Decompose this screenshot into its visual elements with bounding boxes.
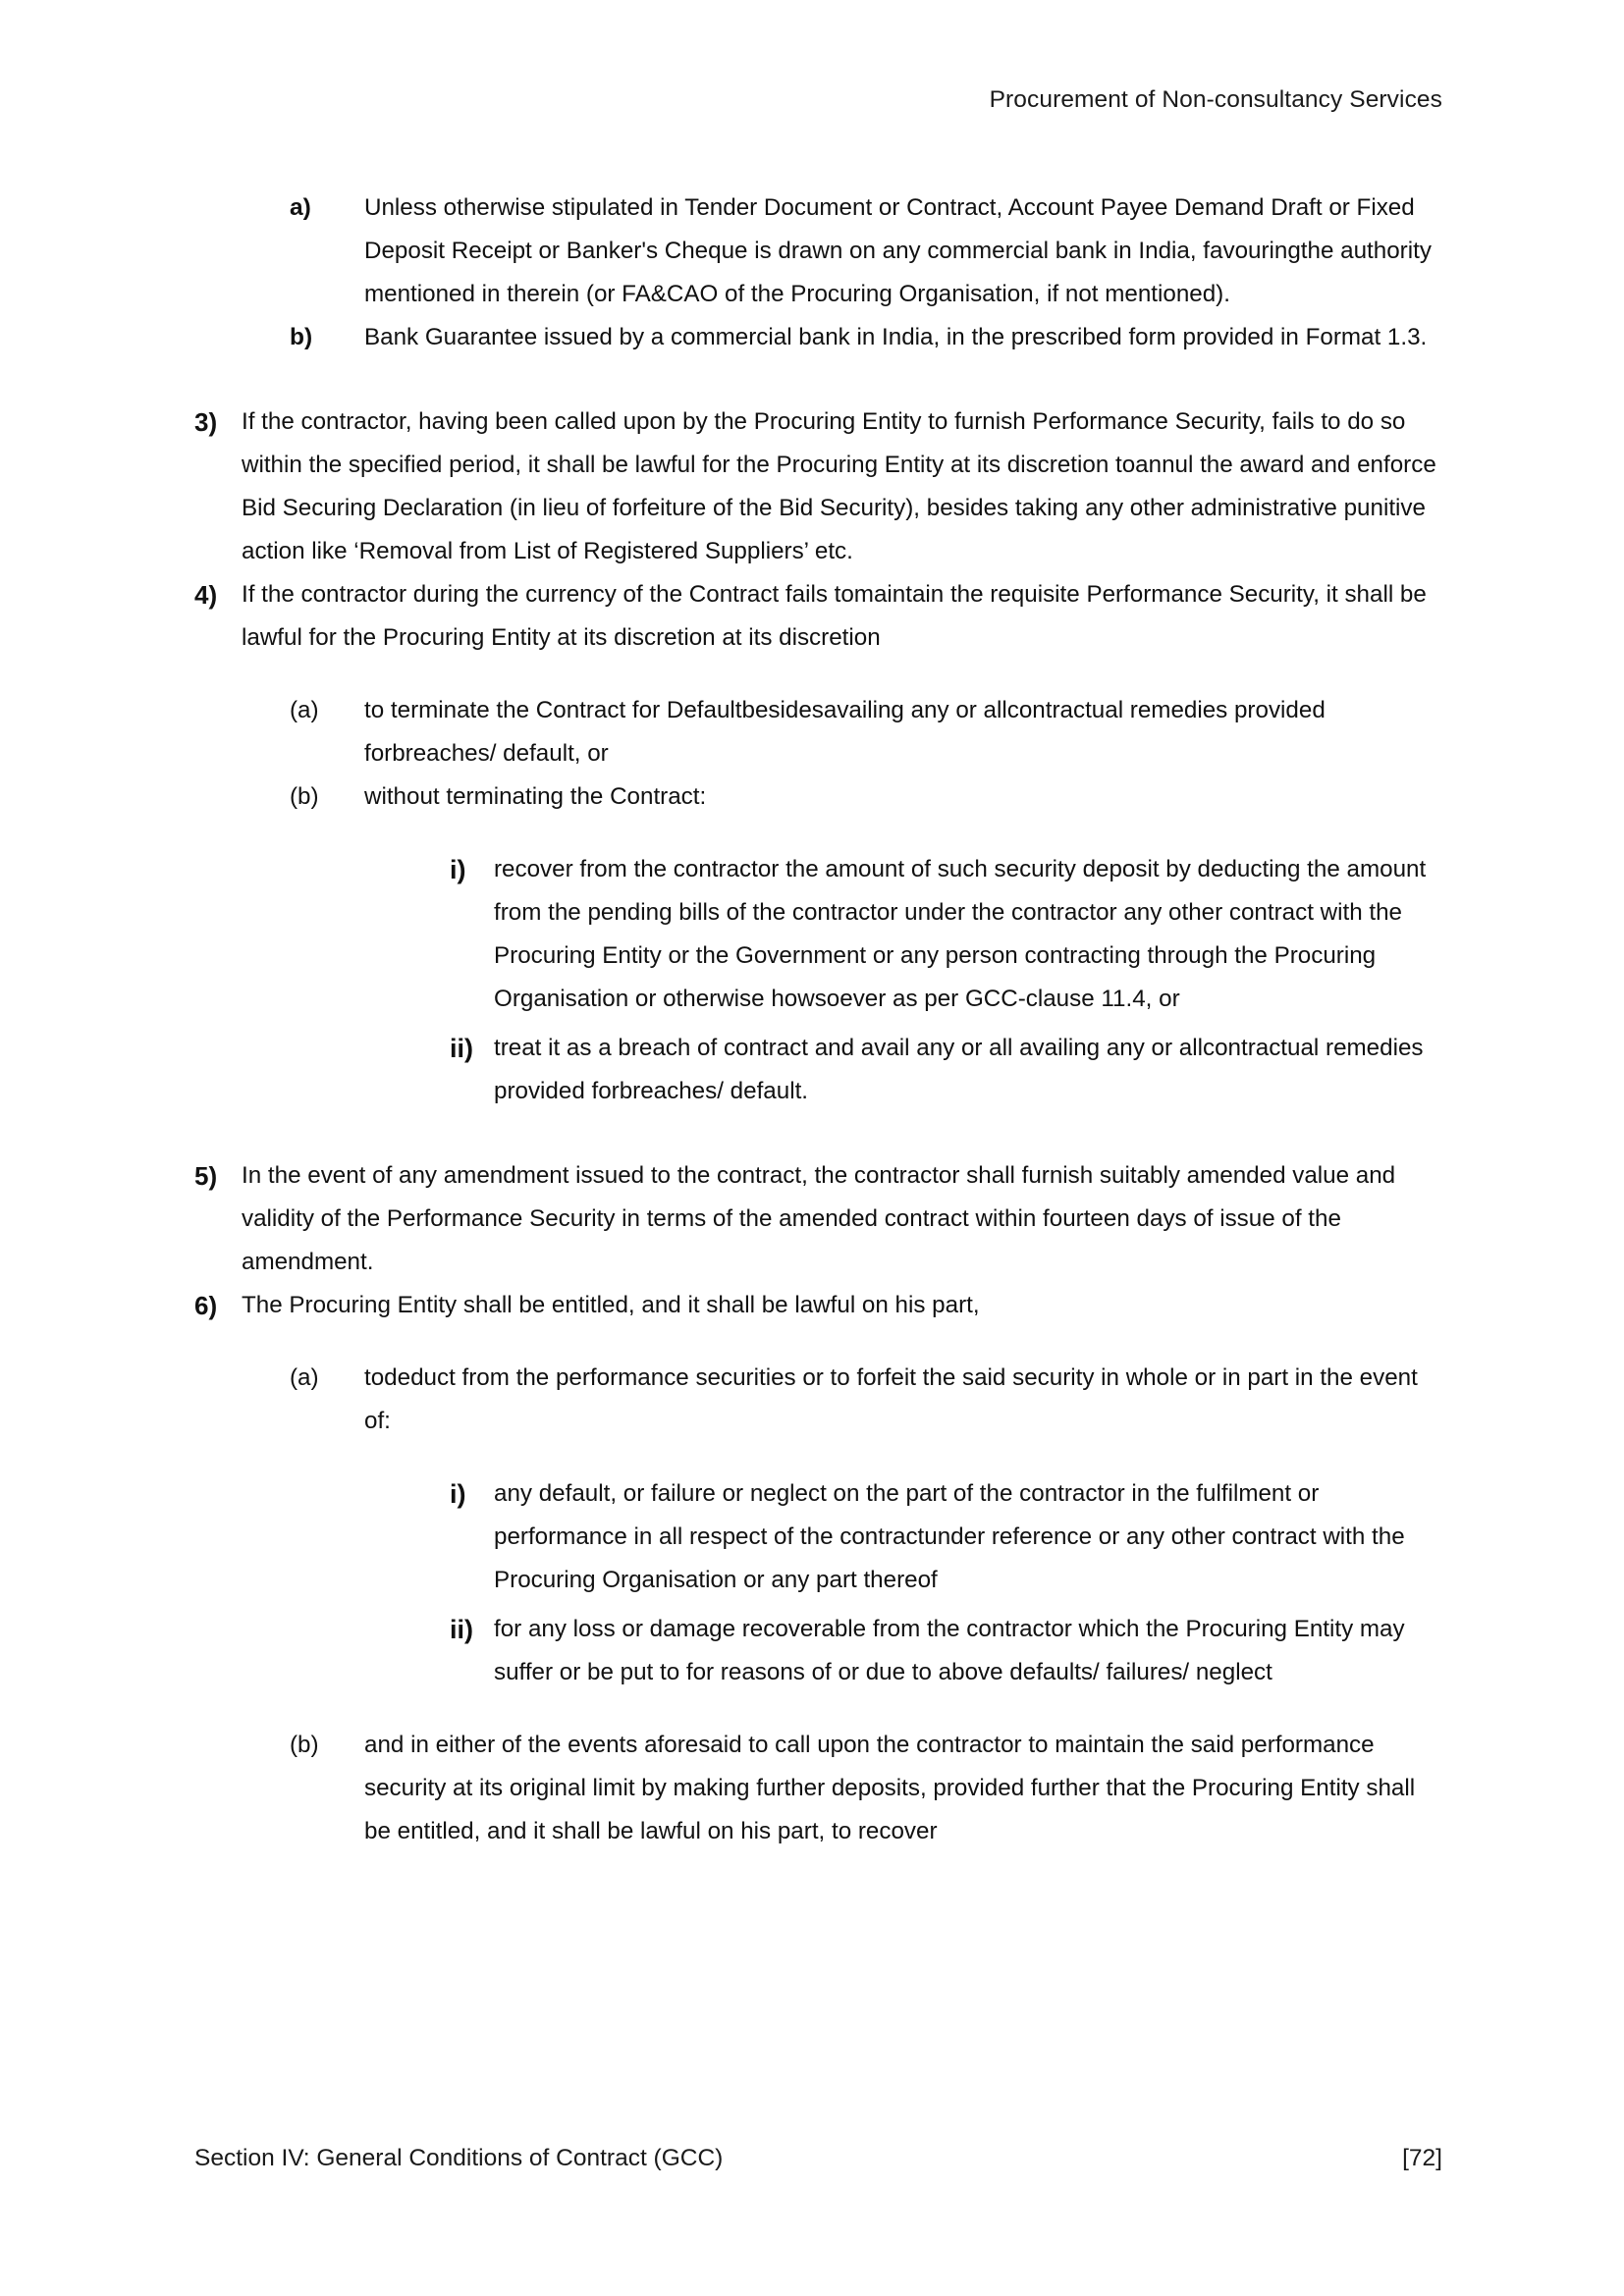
list-marker: ii) [450, 1615, 473, 1644]
list-marker: (a) [290, 697, 319, 723]
list-text: treat it as a breach of contract and avail any or all availing any or allcontractual remedies provided forbreaches/ default. [494, 1035, 1424, 1104]
list-item [290, 1724, 1446, 1853]
list-text: to terminate the Contract for Defaultbesidesavailing any or allcontractual remedies provided forbreaches/ default, or [364, 697, 1326, 767]
list-text: The Procuring Entity shall be entitled, and it shall be lawful on his part, [242, 1292, 980, 1318]
list-item [450, 1608, 1446, 1694]
list-marker: (b) [290, 1732, 319, 1758]
list-text: In the event of any amendment issued to the contract, the contractor shall furnish suitably amended value and validity of the Performance Security in terms of the amended contract within fourteen days of issue of the amendment. [242, 1162, 1396, 1275]
list-item [290, 1357, 1446, 1443]
spacer [194, 1694, 1446, 1704]
list-item [450, 1027, 1446, 1113]
page-header [0, 86, 1624, 114]
list-item [194, 573, 1446, 660]
list-marker: (a) [290, 1364, 319, 1391]
list-item [194, 400, 1446, 573]
header-title: Procurement of Non-consultancy Services [989, 86, 1442, 113]
footer-section-label: Section IV: General Conditions of Contract (GCC) [194, 2145, 724, 2171]
footer-page-number: [72] [1402, 2145, 1442, 2171]
list-text: todeduct from the performance securities or to forfeit the said security in whole or in part in the event of: [364, 1364, 1418, 1434]
spacer [194, 1327, 1446, 1337]
list-item [290, 689, 1446, 775]
list-marker: 5) [194, 1161, 218, 1191]
spacer [194, 1113, 1446, 1135]
list-item [290, 187, 1446, 316]
spacer [194, 359, 1446, 381]
list-item [450, 1472, 1446, 1602]
spacer [194, 819, 1446, 828]
spacer [194, 660, 1446, 669]
list-item [290, 775, 1446, 819]
list-marker: ii) [450, 1034, 473, 1063]
list-marker: 6) [194, 1291, 218, 1320]
list-text: any default, or failure or neglect on the part of the contractor in the fulfilment or performance in all respect of the contractunder reference or any other contract with the Procuring Organisation or any part thereof [494, 1480, 1405, 1593]
list-item [194, 1154, 1446, 1284]
list-marker: 3) [194, 407, 218, 437]
list-marker: (b) [290, 783, 319, 810]
list-marker: 4) [194, 580, 218, 610]
list-text: Bank Guarantee issued by a commercial bank in India, in the prescribed form provided in Format 1.3. [364, 324, 1428, 350]
list-text: and in either of the events aforesaid to call upon the contractor to maintain the said performance security at its original limit by making further deposits, provided further that the Procuring Entity shall be entitled, and it shall be lawful on his part, to recover [364, 1732, 1416, 1844]
list-text: without terminating the Contract: [364, 783, 707, 810]
list-marker: i) [450, 1479, 466, 1509]
list-item [290, 316, 1446, 359]
list-marker: i) [450, 855, 466, 884]
list-marker: b) [290, 324, 313, 350]
list-item [450, 848, 1446, 1021]
page-footer [0, 2145, 1624, 2172]
list-text: recover from the contractor the amount of such security deposit by deducting the amount from the pending bills of the contractor under the contractor any other contract with the Procuring Entity or the Government or any person contracting through the Procuring Organisation or otherwise howsoever as per GCC-clause 11.4, or [494, 856, 1427, 1012]
list-text: Unless otherwise stipulated in Tender Document or Contract, Account Payee Demand Draft or Fixed Deposit Receipt or Banker's Cheque is drawn on any commercial bank in India, favouringthe authority mentioned in therein (or FA&CAO of the Procuring Organisation, if not mentioned). [364, 194, 1432, 307]
list-text: If the contractor during the currency of the Contract fails tomaintain the requisite Performance Security, it shall be lawful for the Procuring Entity at its discretion at its discretion [242, 581, 1427, 651]
list-text: for any loss or damage recoverable from the contractor which the Procuring Entity may suffer or be put to for reasons of or due to above defaults/ failures/ neglect [494, 1616, 1405, 1685]
list-text: If the contractor, having been called upon by the Procuring Entity to furnish Performance Security, fails to do so within the specified period, it shall be lawful for the Procuring Entity at its discretion toannul the award and enforce Bid Securing Declaration (in lieu of forfeiture of the Bid Security), besides taking any other administrative punitive action like ‘Removal from List of Registered Suppliers’ etc. [242, 408, 1436, 564]
list-item [194, 1284, 1446, 1327]
list-marker: a) [290, 194, 311, 221]
document-body [194, 187, 1446, 1853]
spacer [194, 1443, 1446, 1453]
